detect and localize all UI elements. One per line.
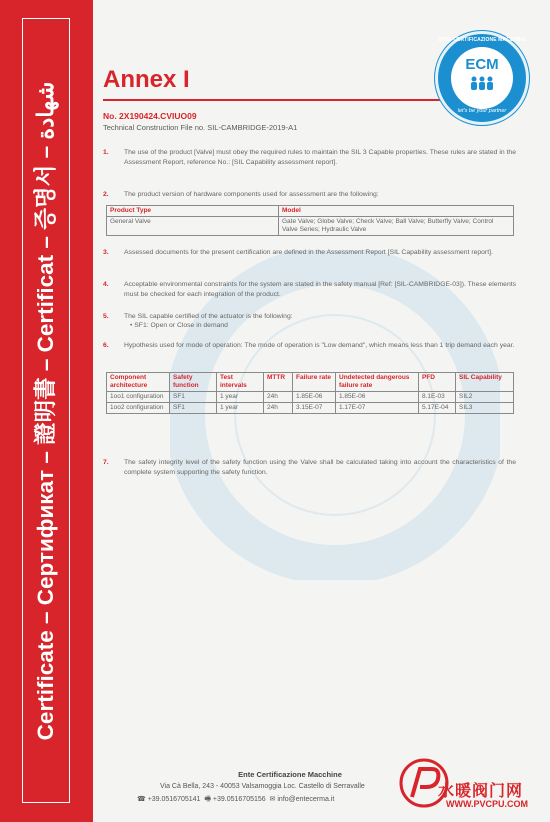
mail-icon: ✉ <box>267 796 276 803</box>
seal-center-text: ECM <box>465 56 499 73</box>
item-number: 1. <box>103 149 109 156</box>
footer-phone: +39.0516705141 <box>147 796 201 803</box>
item-number: 6. <box>103 342 109 349</box>
item-number: 7. <box>103 459 109 466</box>
table-cell: 1 year <box>217 403 264 414</box>
item-text: The use of the product [Valve] must obey the required rules to maintain the SIL 3 Capable properties. These rules are stated in the Assessment Report, reference No.: [SIL Capability assessment report]. <box>124 149 516 166</box>
seal-top-text: ENTE CERTIFICAZIONE MACCHINE <box>438 37 526 43</box>
table-cell: SIL2 <box>456 392 514 403</box>
item-number: 2. <box>103 191 109 198</box>
table-cell: 1oo2 configuration <box>107 403 170 414</box>
footer-org-name: Ente Certificazione Macchine <box>238 770 342 779</box>
table-header: MTTR <box>264 373 293 392</box>
table-row <box>107 392 514 403</box>
table-cell: 1.85E-06 <box>293 392 336 403</box>
item-text: Acceptable environmental constraints for the system are stated in the safety manual [Ref: [SIL-CAMBRIDGE-03]). These elements must be checked for each integration of the product. <box>124 281 517 298</box>
table-row <box>107 217 514 236</box>
watermark-seal-icon <box>170 250 500 580</box>
item-text: Assessed documents for the present certification are defined in the Assessment Report [SIL Capability assessment report]. <box>124 249 493 256</box>
table-cell: SIL3 <box>456 403 514 414</box>
document-number: No. 2X190424.CVIUO09 <box>103 111 197 121</box>
table-cell: 3.15E-07 <box>293 403 336 414</box>
overlay-site-name: 水暖阀门网 <box>438 783 524 800</box>
table-header: Component architecture <box>107 373 170 392</box>
table-cell: 1.17E-07 <box>336 403 419 414</box>
fax-icon: 🖷 <box>202 796 211 803</box>
seal-bottom-text: let's be your partner <box>457 108 507 114</box>
table-cell: 24h <box>264 403 293 414</box>
table-cell: 1.85E-06 <box>336 392 419 403</box>
table-cell: SF1 <box>170 392 217 403</box>
item-number: 3. <box>103 249 109 256</box>
bullet-sf1: • SF1: Open or Close in demand <box>130 322 228 329</box>
table-cell: 5.17E-04 <box>419 403 456 414</box>
table-cell: 24h <box>264 392 293 403</box>
product-table <box>106 205 514 236</box>
table-header: Product Type <box>107 206 279 217</box>
item-text: The safety integrity level of the safety function using the Valve shall be calculated taking into account the characteristics of the complete system supporting the safety function. <box>124 459 516 476</box>
footer-contact <box>137 795 334 806</box>
table-cell: 8.1E-03 <box>419 392 456 403</box>
ecm-seal-logo <box>438 34 526 122</box>
table-header: Safety function <box>170 373 217 392</box>
footer-fax: +39.0516705156 <box>212 796 266 803</box>
side-band-text: Certificate – Сертификат – 證明書 – Certificat – 증명서 – شهادة <box>33 81 58 741</box>
footer-address: Via Cà Bella, 243 - 40053 Valsamoggia Loc. Castello di Serravalle <box>160 783 365 790</box>
table-header: Model <box>279 206 514 217</box>
table-header: SIL Capability <box>456 373 514 392</box>
table-header: Undetected dangerous failure rate <box>336 373 419 392</box>
phone-icon: ☎ <box>137 796 146 803</box>
footer-email: info@entecerma.it <box>277 796 335 803</box>
item-number: 4. <box>103 281 109 288</box>
item-text: The SIL capable certified of the actuator is the following: <box>124 313 293 320</box>
sil-table <box>106 372 514 414</box>
title-rule <box>103 99 440 101</box>
overlay-site-url: WWW.PVCPU.COM <box>446 799 528 809</box>
item-number: 5. <box>103 313 109 320</box>
table-header: PFD <box>419 373 456 392</box>
table-row <box>107 403 514 414</box>
table-header: Test intervals <box>217 373 264 392</box>
technical-file-number: Technical Construction File no. SIL-CAMBRIDGE-2019-A1 <box>103 123 298 132</box>
table-cell: SF1 <box>170 403 217 414</box>
page-title: Annex I <box>103 66 190 93</box>
item-text: Hypothesis used for mode of operation: The mode of operation is "Low demand", which means less than 1 trip demand each year. <box>124 342 515 349</box>
table-cell: General Valve <box>107 217 279 236</box>
item-text: The product version of hardware components used for assessment are the following: <box>124 191 379 198</box>
table-cell: 1 year <box>217 392 264 403</box>
table-cell: 1oo1 configuration <box>107 392 170 403</box>
table-header: Failure rate <box>293 373 336 392</box>
table-cell: Gate Valve; Globe Valve; Check Valve; Ball Valve; Butterfly Valve; Control Valve Series; Hydraulic Valve <box>279 217 514 236</box>
people-icon <box>468 76 496 90</box>
side-band <box>0 0 93 822</box>
